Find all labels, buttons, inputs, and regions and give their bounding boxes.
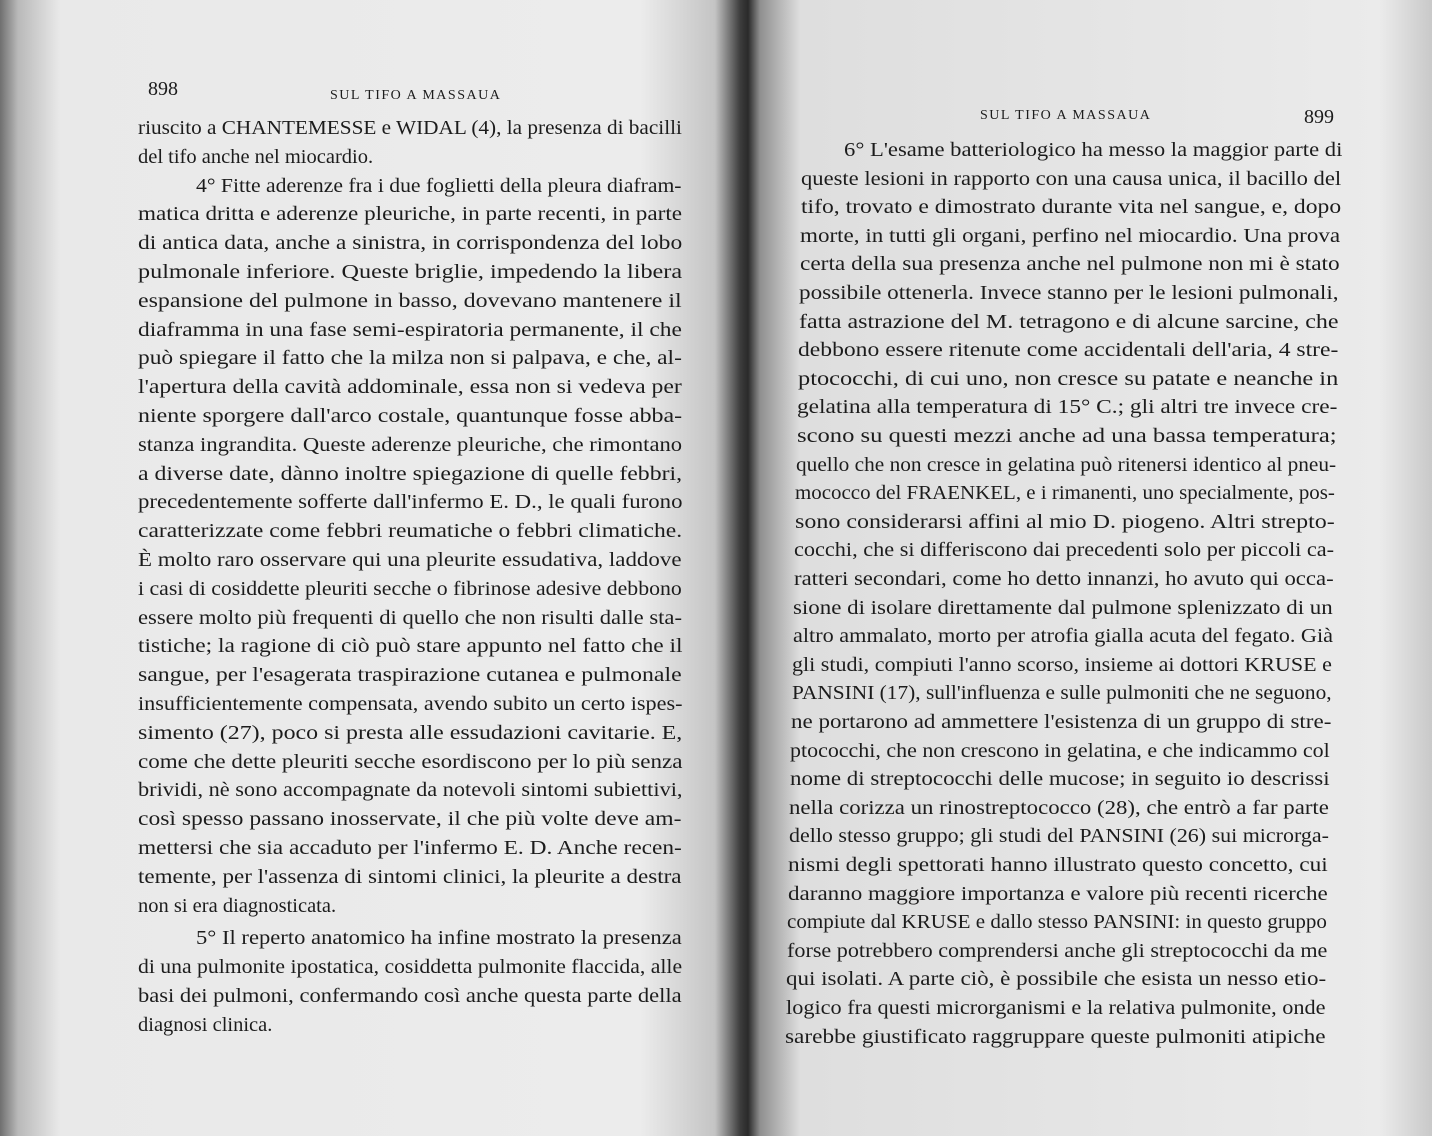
text-line: mettersi che sia accaduto per l'infermo E. D. Anche recen- xyxy=(138,837,682,859)
text-line: sarebbe giustificato raggruppare queste pulmoniti atipiche xyxy=(784,1025,1326,1048)
text-line: non si era diagnosticata. xyxy=(138,894,337,917)
text-line: 4° Fitte aderenze fra i due foglietti della pleura diafram- xyxy=(196,174,682,197)
running-head-right: SUL TIFO A MASSAUA xyxy=(980,108,1152,123)
text-line: nome di streptococchi delle mucose; in seguito io descrissi xyxy=(789,768,1330,791)
text-line: sono considerarsi affini al mio D. piogeno. Altri strepto- xyxy=(794,510,1335,533)
text-line: mococco del FRAENKEL, e i rimanenti, uno specialmente, pos- xyxy=(795,482,1336,505)
text-line: ratteri secondari, come ho detto innanzi, ho avuto qui occa- xyxy=(793,568,1334,590)
text-line: cocchi, che si differiscono dai precedenti solo per piccoli ca- xyxy=(794,539,1335,562)
text-line: gelatina alla temperatura di 15° C.; gli altri tre invece cre- xyxy=(797,396,1338,419)
text-line: certa della sua presenza anche nel pulmone non mi è stato xyxy=(799,253,1340,276)
text-line: simento (27), poco si presta alle essudazioni cavitarie. E, xyxy=(138,721,683,744)
text-line: qui isolati. A parte ciò, è possibile che esista un nesso etio- xyxy=(786,968,1327,991)
text-line: precedentemente sofferte dall'infermo E. D., le quali furono xyxy=(138,491,683,514)
text-line: sangue, per l'esagerata traspirazione cutanea e pulmonale xyxy=(138,664,682,687)
text-line: insufficientemente compensata, avendo subito un certo ispes- xyxy=(138,693,683,715)
text-line: altro ammalato, morto per atrofia gialla acuta del fegato. Già xyxy=(792,625,1333,648)
text-line: riuscito a CHANTEMESSE e WIDAL (4), la presenza di bacilli xyxy=(138,117,682,139)
text-line: quello che non cresce in gelatina può ritenersi identico al pneu- xyxy=(795,453,1337,476)
page-number-right: 899 xyxy=(1304,106,1334,128)
text-line: queste lesioni in rapporto con una causa unica, il bacillo del xyxy=(801,167,1342,190)
text-line: nismi degli spettorati hanno illustrato questo concetto, cui xyxy=(788,854,1329,876)
text-line: del tifo anche nel miocardio. xyxy=(138,145,374,168)
text-line: 5° Il reperto anatomico ha infine mostrato la presenza xyxy=(196,927,682,950)
text-line: fatta astrazione del M. tetragono e di alcune sarcine, che xyxy=(798,310,1339,333)
text-line: morte, in tutti gli organi, perfino nel miocardio. Una prova xyxy=(800,224,1341,247)
text-line: ptococchi, di cui uno, non cresce su patate e neanche in xyxy=(797,367,1338,390)
text-line: compiute dal KRUSE e dallo stesso PANSINI: in questo gruppo xyxy=(787,911,1328,934)
text-line: nella corizza un rinostreptococco (28), che entrò a far parte xyxy=(789,796,1330,819)
text-line: scono su questi mezzi anche ad una bassa temperatura; xyxy=(796,425,1337,447)
text-line: caratterizzate come febbri reumatiche o febbri climatiche. xyxy=(138,520,683,543)
text-line: brividi, nè sono accompagnate da notevoli sintomi subiettivi, xyxy=(138,779,683,802)
text-line: PANSINI (17), sull'influenza e sulle pulmoniti che ne seguono, xyxy=(791,682,1332,705)
text-line: forse potrebbero comprendersi anche gli streptococchi da me xyxy=(786,939,1327,962)
text-line: l'apertura della cavità addominale, essa non si vedeva per xyxy=(138,376,682,399)
text-line: gli studi, compiuti l'anno scorso, insieme ai dottori KRUSE e xyxy=(792,653,1333,676)
text-line: tistiche; la ragione di ciò può stare appunto nel fatto che il xyxy=(138,635,683,658)
text-line: possibile ottenerla. Invece stanno per le lesioni pulmonali, xyxy=(799,282,1339,304)
page-number-left: 898 xyxy=(148,78,178,100)
text-line: pulmonale inferiore. Queste briglie, impedendo la libera xyxy=(138,261,683,283)
text-line: di una pulmonite ipostatica, cosiddetta pulmonite flaccida, alle xyxy=(138,956,683,979)
text-line: tifo, trovato e dimostrato durante vita nel sangue, e, dopo xyxy=(800,196,1342,219)
text-line: matica dritta e aderenze pleuriche, in parte recenti, in parte xyxy=(138,203,683,226)
text-line: logico fra questi microrganismi e la relativa pulmonite, onde xyxy=(785,997,1326,1019)
text-line: stanza ingrandita. Queste aderenze pleuriche, che rimontano xyxy=(138,433,683,456)
text-line: diaframma in una fase semi-espiratoria permanente, il che xyxy=(138,318,682,341)
text-line: così spesso passano inosservate, il che più volte deve am- xyxy=(138,808,682,831)
text-line: È molto raro osservare qui una pleurite essudativa, laddove xyxy=(138,549,682,571)
text-line: essere molto più frequenti di quello che non risulti dalle sta- xyxy=(138,606,682,629)
right-page xyxy=(748,0,1432,1136)
text-line: a diverse date, dànno inoltre spiegazione di quelle febbri, xyxy=(138,462,683,485)
text-line: i casi di cosiddette pleuriti secche o fibrinose adesive debbono xyxy=(138,577,682,600)
text-line: espansione del pulmone in basso, dovevano mantenere il xyxy=(138,289,682,312)
text-line: debbono essere ritenute come accidentali dell'aria, 4 stre- xyxy=(798,339,1339,362)
text-line: basi dei pulmoni, confermando così anche questa parte della xyxy=(138,985,682,1007)
text-line: di antica data, anche a sinistra, in corrispondenza del lobo xyxy=(138,232,683,255)
text-line: come che dette pleuriti secche esordiscono per lo più senza xyxy=(138,750,683,773)
text-line: niente sporgere dall'arco costale, quantunque fosse abba- xyxy=(138,405,683,427)
text-line: ne portarono ad ammettere l'esistenza di un gruppo di stre- xyxy=(791,711,1332,733)
text-line: può spiegare il fatto che la milza non si palpava, e che, al- xyxy=(138,347,682,370)
text-line: 6° L'esame batteriologico ha messo la maggior parte di xyxy=(844,139,1343,161)
running-head-left: SUL TIFO A MASSAUA xyxy=(330,88,502,103)
text-line: daranno maggiore importanza e valore più recenti ricerche xyxy=(787,882,1328,905)
text-line: diagnosi clinica. xyxy=(138,1013,273,1036)
text-line: dello stesso gruppo; gli studi del PANSINI (26) sui microrga- xyxy=(788,825,1329,848)
text-line: sione di isolare direttamente dal pulmone splenizzato di un xyxy=(793,596,1333,619)
text-line: temente, per l'assenza di sintomi clinici, la pleurite a destra xyxy=(138,865,682,888)
text-line: ptococchi, che non crescono in gelatina, e che indicammo col xyxy=(790,739,1331,762)
